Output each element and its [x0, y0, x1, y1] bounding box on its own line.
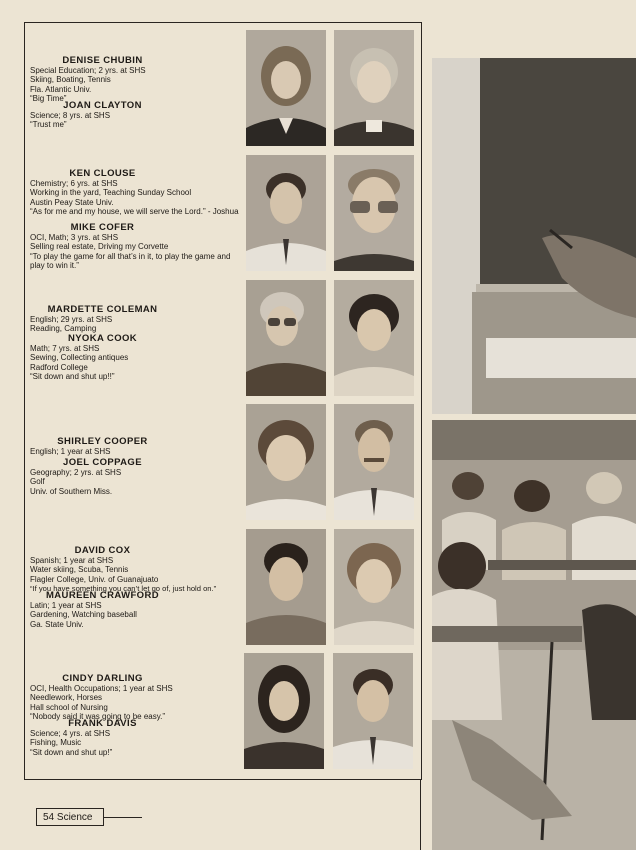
bio-line: English; 29 yrs. at SHS — [30, 315, 113, 324]
bio-line: Needlework, Horses — [30, 693, 103, 703]
classroom-chalkboard-photo — [432, 58, 636, 414]
bio-line: Selling real estate, Driving my Corvette — [30, 242, 169, 252]
bio-line: Reading, Camping — [30, 324, 97, 334]
portrait-photo — [334, 280, 414, 396]
bio-line: Science; 4 yrs. at SHS — [30, 729, 111, 738]
bio-line: “Sit down and shut up!!” — [30, 371, 115, 381]
portrait-photo — [244, 653, 324, 769]
bio-line: Austin Peay State Univ. — [30, 197, 114, 207]
bio-nyoka-cook — [30, 333, 175, 381]
bio-denise-chubin — [30, 55, 175, 103]
bio-line: “Nobody said it was going to be easy.” — [30, 711, 166, 721]
bio-line: Sewing, Collecting antiques — [30, 353, 129, 363]
bio-line: Radford College — [30, 362, 88, 372]
bio-line: Water skiing, Scuba, Tennis — [30, 565, 129, 575]
bio-line: Flagler College, Univ. of Guanajuato — [30, 574, 159, 584]
bio-line: Latin; 1 year at SHS — [30, 601, 102, 610]
bio-line: Gardening, Watching baseball — [30, 610, 137, 620]
portrait-photo — [246, 404, 326, 520]
portrait-photo — [334, 404, 414, 520]
classroom-students-photo — [432, 420, 636, 850]
teacher-name: SHIRLEY COOPER — [57, 436, 148, 447]
bio-shirley-cooper — [30, 436, 175, 456]
bio-line: “If you have something you can’t let go of, just hold on.” — [30, 583, 217, 593]
portrait-photo — [246, 529, 326, 645]
bio-line: OCI, Health Occupations; 1 year at SHS — [30, 684, 173, 693]
teacher-name: JOAN CLAYTON — [63, 100, 142, 111]
bio-line: Skiing, Boating, Tennis — [30, 75, 111, 85]
portrait-photo — [334, 30, 414, 146]
bio-line: OCI, Math; 3 yrs. at SHS — [30, 233, 119, 242]
bio-line: “Big Time” — [30, 93, 67, 103]
portrait-photo — [246, 155, 326, 271]
bio-line: Golf — [30, 477, 45, 487]
bio-joel-coppage — [30, 457, 175, 496]
bio-line: Fishing, Music — [30, 738, 82, 748]
teacher-name: CINDY DARLING — [62, 673, 143, 684]
footer-rule — [104, 817, 142, 818]
teacher-name: MIKE COFER — [70, 222, 135, 233]
bio-joan-clayton — [30, 100, 175, 130]
bio-line: Fla. Atlantic Univ. — [30, 84, 92, 94]
bio-line: Univ. of Southern Miss. — [30, 486, 113, 496]
portrait-photo — [246, 280, 326, 396]
teacher-name: DENISE CHUBIN — [62, 55, 143, 66]
bio-mike-cofer — [30, 222, 242, 270]
teacher-name: MARDETTE COLEMAN — [47, 304, 158, 315]
bio-frank-davis — [30, 718, 175, 757]
bio-maureen-crawford — [30, 590, 175, 629]
teacher-name: NYOKA COOK — [67, 333, 138, 344]
bio-line: Hall school of Nursing — [30, 702, 108, 712]
bio-line: Special Education; 2 yrs. at SHS — [30, 66, 146, 75]
bio-line: Science; 8 yrs. at SHS — [30, 111, 111, 120]
teacher-name: MAUREEN CRAWFORD — [45, 590, 159, 601]
teacher-name: JOEL COPPAGE — [63, 457, 142, 468]
bio-line: “As for me and my house, we will serve the Lord.” - Joshua — [30, 206, 239, 216]
bio-line: “To play the game for all that’s in it, to play the game and play to win it.” — [30, 251, 231, 270]
bio-cindy-darling — [30, 673, 175, 721]
bio-line: “Sit down and shut up!” — [30, 747, 113, 757]
bio-line: Chemistry; 6 yrs. at SHS — [30, 179, 118, 188]
bio-david-cox — [30, 545, 216, 593]
bio-line: “Trust me” — [30, 120, 67, 130]
bio-line: English; 1 year at SHS — [30, 447, 111, 456]
bio-mardette-coleman — [30, 304, 175, 334]
divider-line — [420, 780, 421, 850]
bio-line: Math; 7 yrs. at SHS — [30, 344, 100, 353]
page-number-label: 54 Science — [36, 808, 104, 826]
bio-line: Working in the yard, Teaching Sunday School — [30, 188, 192, 198]
portrait-photo — [246, 30, 326, 146]
bio-line: Ga. State Univ. — [30, 619, 84, 629]
portrait-photo — [334, 155, 414, 271]
bio-line: Geography; 2 yrs. at SHS — [30, 468, 122, 477]
bio-ken-clouse — [30, 168, 242, 216]
teacher-name: KEN CLOUSE — [69, 168, 136, 179]
portrait-photo — [334, 529, 414, 645]
teacher-name: FRANK DAVIS — [68, 718, 137, 729]
bio-line: Spanish; 1 year at SHS — [30, 556, 114, 565]
portrait-photo — [333, 653, 413, 769]
teacher-name: DAVID COX — [74, 545, 131, 556]
